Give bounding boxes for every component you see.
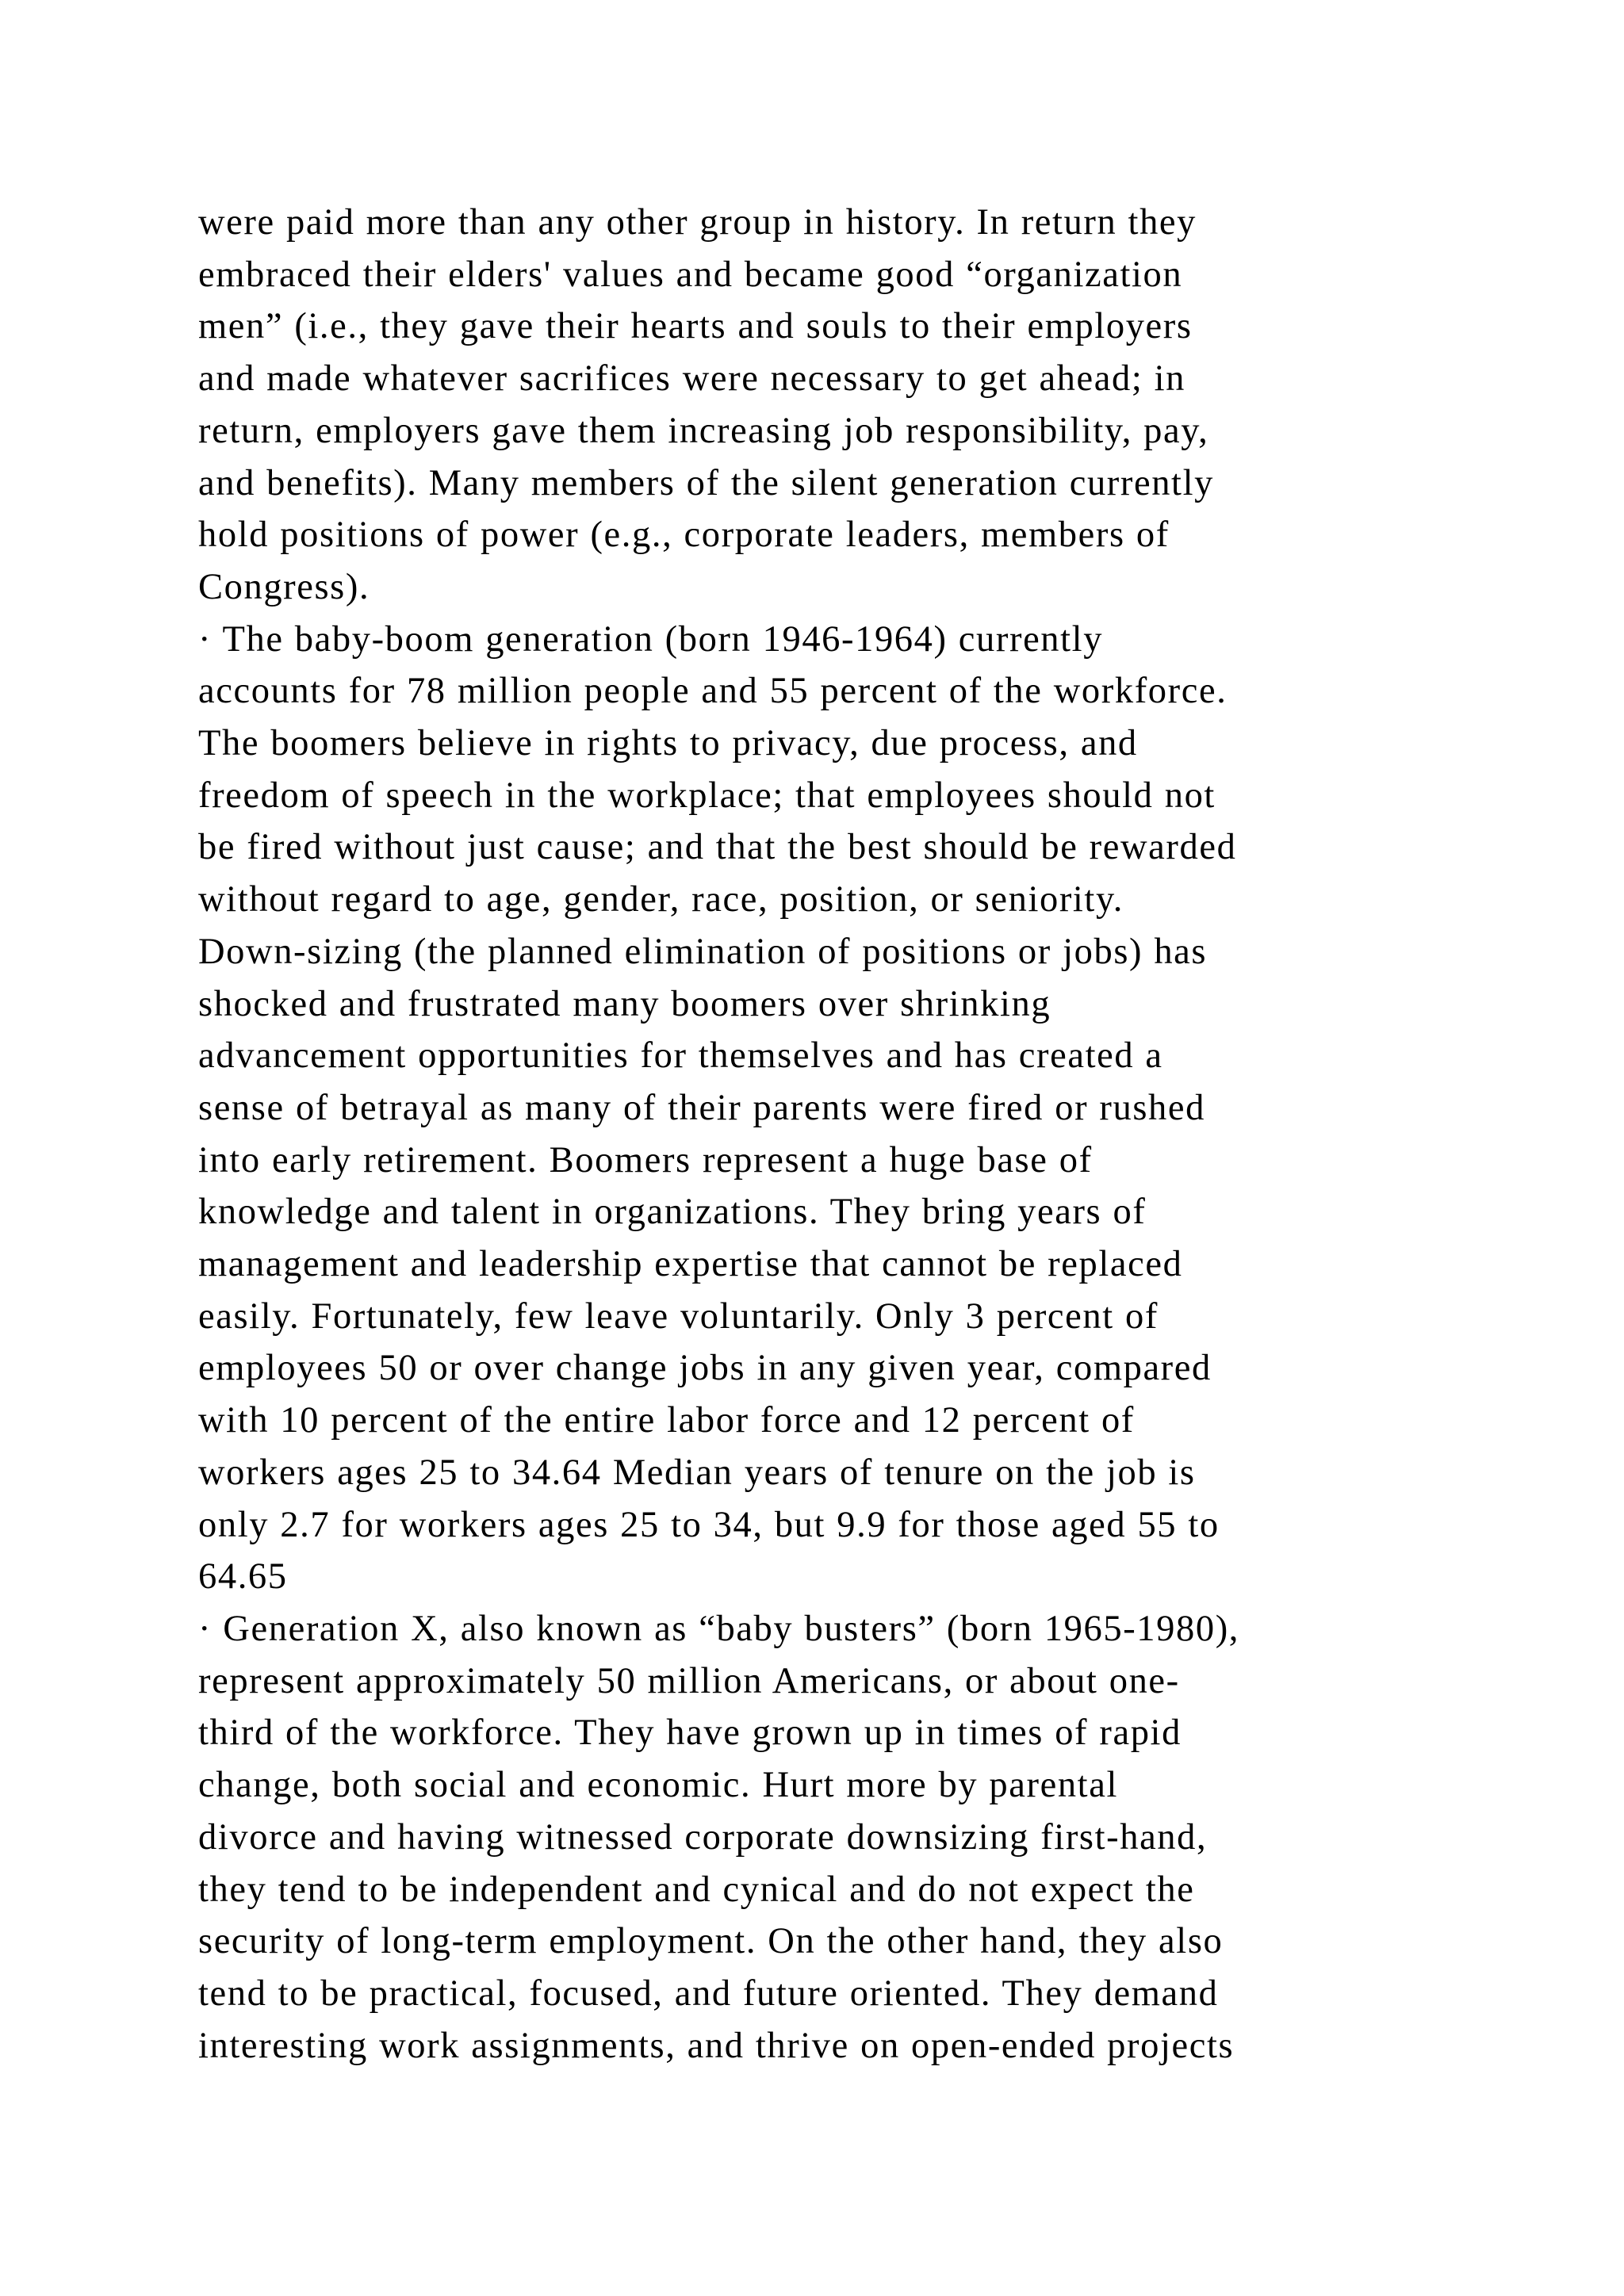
text-line: they tend to be independent and cynical and do not expect the (198, 1869, 1195, 1910)
text-line: were paid more than any other group in history. In return they (198, 202, 1197, 243)
text-line: shocked and frustrated many boomers over shrinking (198, 983, 1051, 1024)
text-line: The boomers believe in rights to privacy, due process, and (198, 723, 1138, 764)
text-line: return, employers gave them increasing job responsibility, pay, (198, 410, 1209, 451)
text-line: sense of betrayal as many of their parents were fired or rushed (198, 1087, 1205, 1128)
text-line: easily. Fortunately, few leave voluntarily. Only 3 percent of (198, 1295, 1159, 1337)
text-line: · The baby-boom generation (born 1946-1964) currently (198, 618, 1104, 660)
text-line: men” (i.e., they gave their hearts and souls to their employers (198, 306, 1193, 347)
text-line: hold positions of power (e.g., corporate leaders, members of (198, 515, 1170, 556)
text-line: workers ages 25 to 34.64 Median years of tenure on the job is (198, 1452, 1196, 1493)
text-line: tend to be practical, focused, and future oriented. They demand (198, 1973, 1219, 2014)
text-line: be fired without just cause; and that the best should be rewarded (198, 827, 1237, 868)
text-line: employees 50 or over change jobs in any given year, compared (198, 1348, 1212, 1389)
text-line: interesting work assignments, and thrive on open-ended projects (198, 2025, 1235, 2066)
text-line: and made whatever sacrifices were necessary to get ahead; in (198, 358, 1185, 400)
text-line: without regard to age, gender, race, position, or seniority. (198, 879, 1124, 920)
text-line: embraced their elders' values and became good “organization (198, 254, 1183, 295)
text-line: · Generation X, also known as “baby busters” (born 1965-1980), (198, 1608, 1240, 1649)
text-line: knowledge and talent in organizations. They bring years of (198, 1192, 1147, 1233)
text-line: advancement opportunities for themselves and has created a (198, 1035, 1163, 1077)
text-line: divorce and having witnessed corporate downsizing first-hand, (198, 1816, 1208, 1858)
text-line: with 10 percent of the entire labor force and 12 percent of (198, 1400, 1135, 1441)
text-line: security of long-term employment. On the other hand, they also (198, 1921, 1224, 1962)
body-text (198, 197, 1483, 2072)
text-line: change, both social and economic. Hurt more by parental (198, 1765, 1118, 1806)
text-line: Down-sizing (the planned elimination of positions or jobs) has (198, 931, 1208, 972)
text-line: freedom of speech in the workplace; that employees should not (198, 775, 1216, 816)
text-line: and benefits). Many members of the silent generation currently (198, 462, 1214, 503)
text-line: into early retirement. Boomers represent a huge base of (198, 1139, 1093, 1181)
text-line: third of the workforce. They have grown up in times of rapid (198, 1712, 1182, 1754)
text-line: only 2.7 for workers ages 25 to 34, but 9.9 for those aged 55 to (198, 1504, 1220, 1545)
text-line: 64.65 (198, 1556, 288, 1598)
text-line: represent approximately 50 million Americans, or about one- (198, 1660, 1180, 1701)
text-line: Congress). (198, 566, 370, 607)
text-line: management and leadership expertise that cannot be replaced (198, 1244, 1183, 1285)
text-line: accounts for 78 million people and 55 percent of the workforce. (198, 671, 1228, 712)
